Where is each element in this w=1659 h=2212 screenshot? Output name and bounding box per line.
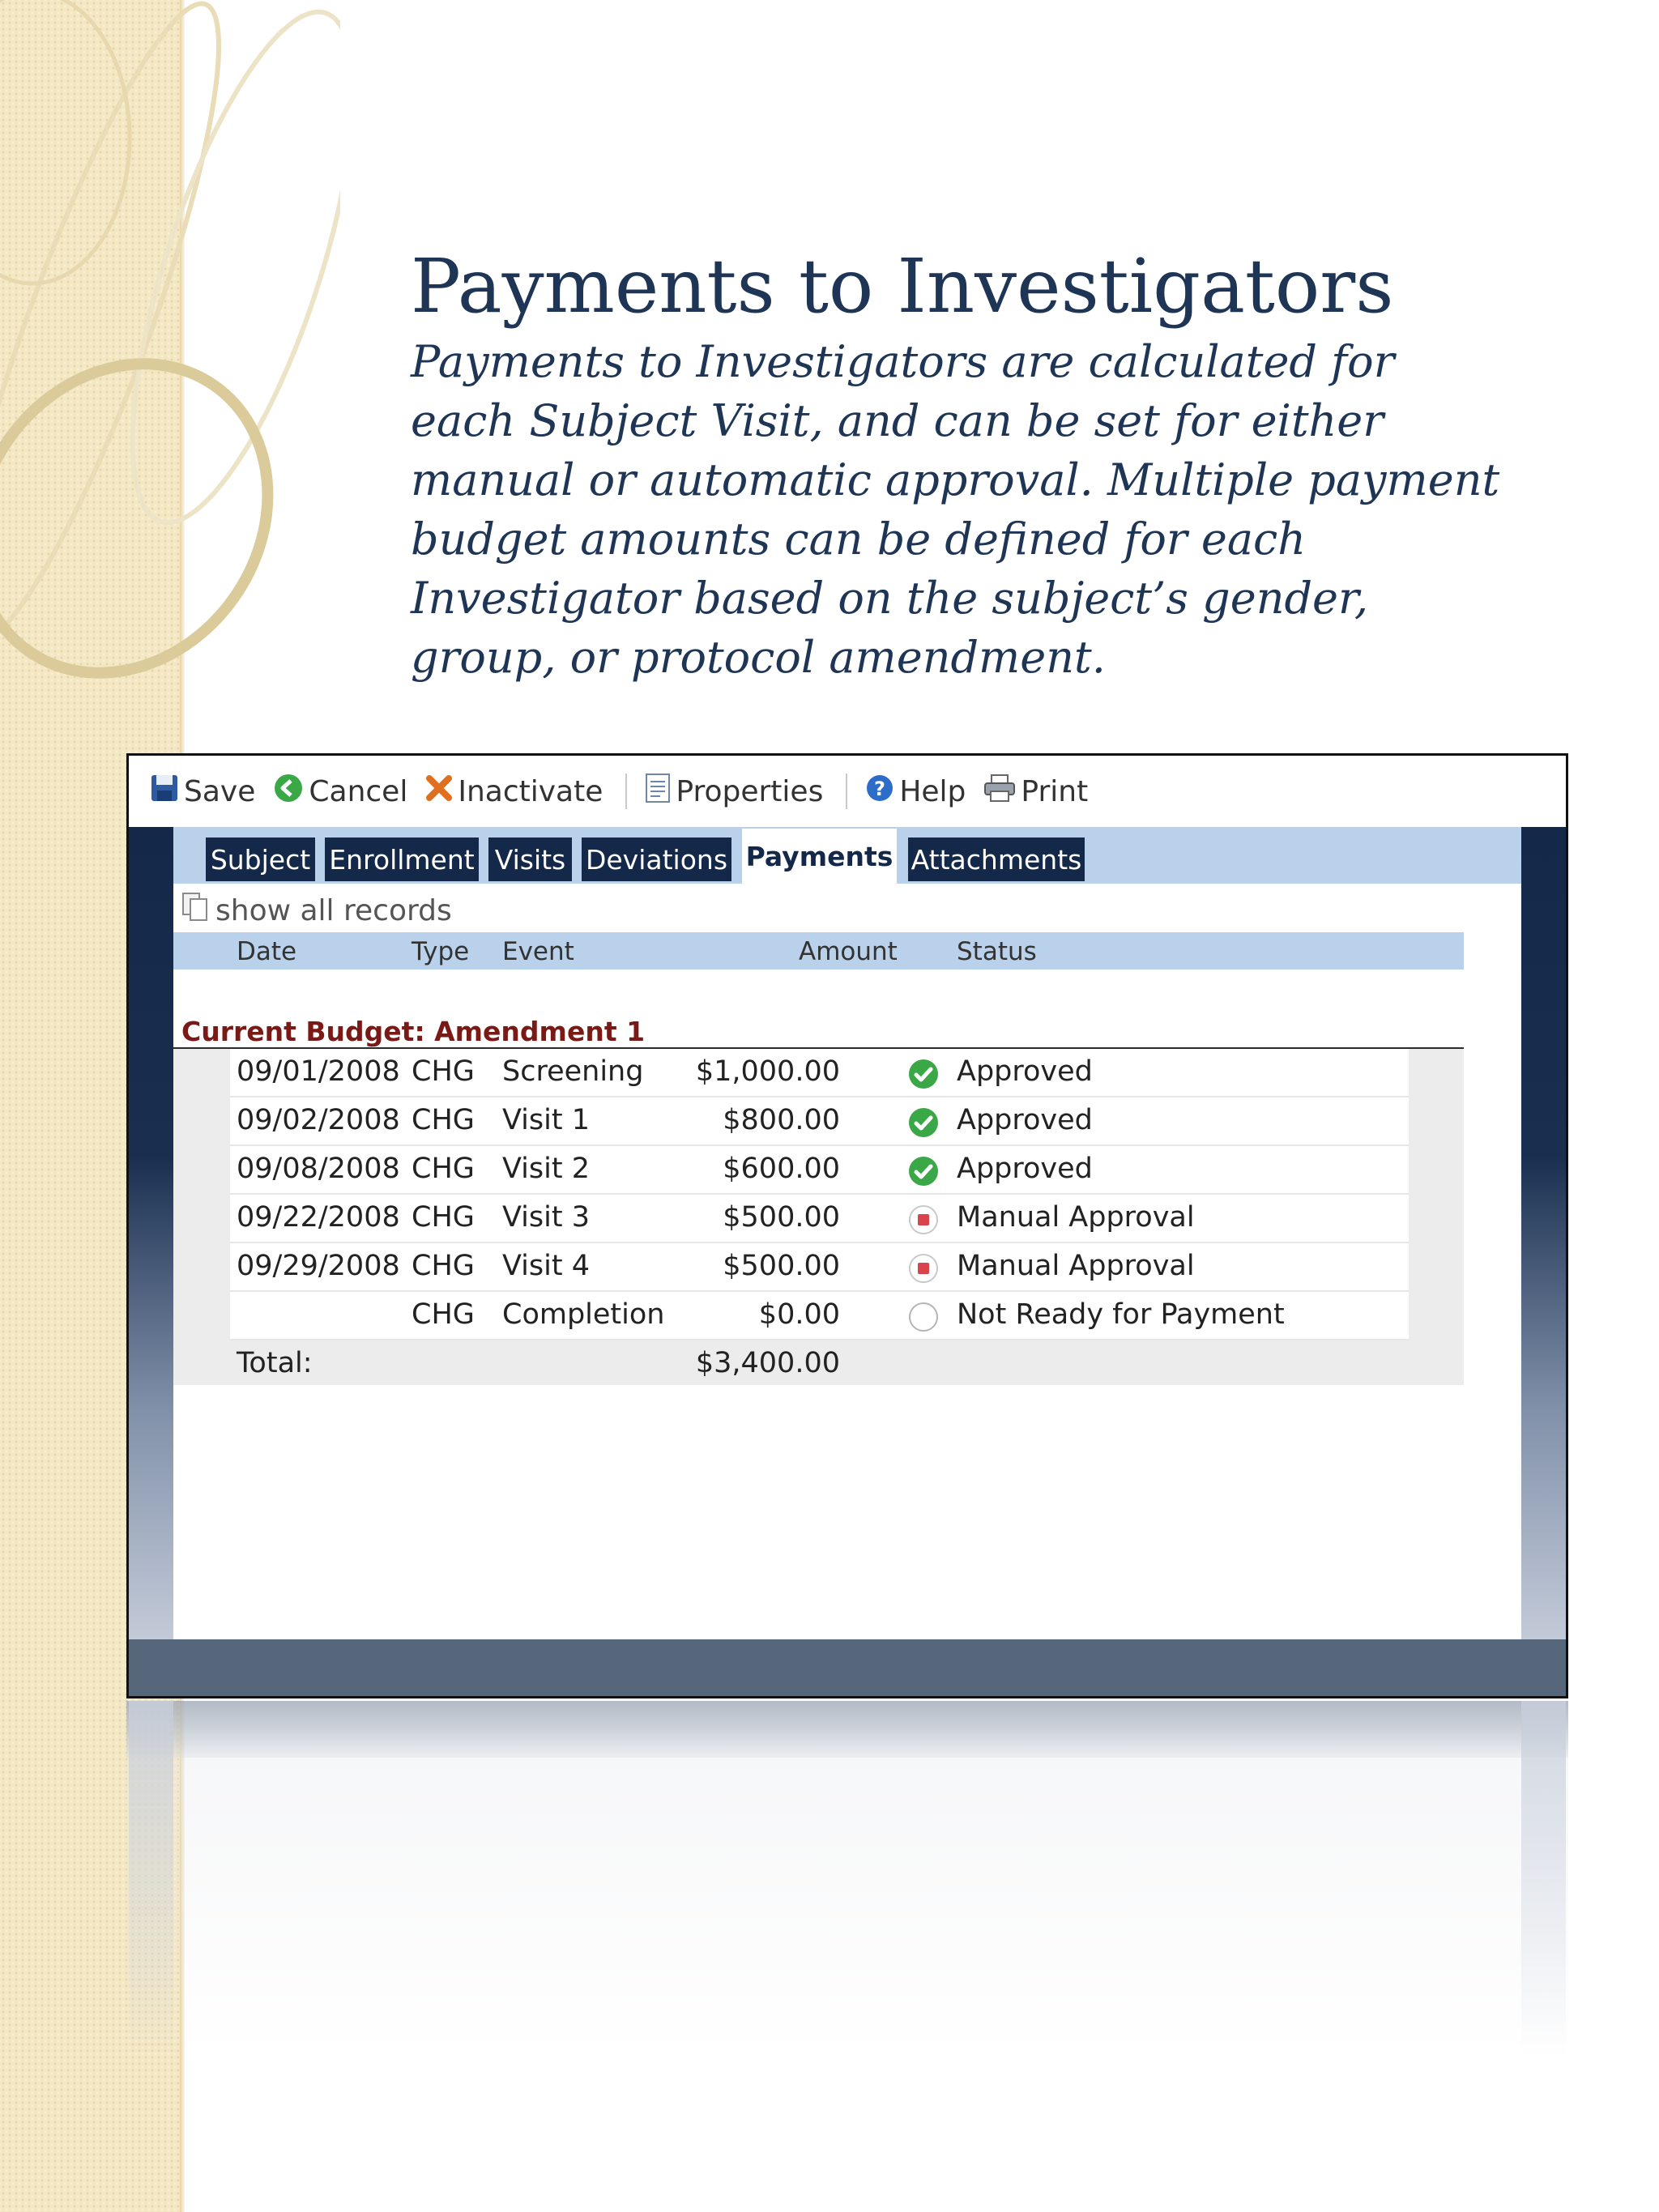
row-date: 09/02/2008 xyxy=(237,1104,400,1136)
row-amount: $500.00 xyxy=(723,1250,840,1282)
save-label: Save xyxy=(184,774,256,808)
row-date: 09/22/2008 xyxy=(237,1201,400,1234)
table-row xyxy=(173,1292,1464,1340)
row-amount: $800.00 xyxy=(723,1104,840,1136)
frame-left-gradient xyxy=(129,827,173,1653)
column-amount[interactable]: Amount xyxy=(799,937,898,966)
svg-text:?: ? xyxy=(874,777,886,800)
row-type: CHG xyxy=(412,1153,475,1185)
tab-label: Enrollment xyxy=(329,843,475,876)
tab-visits[interactable] xyxy=(488,837,572,881)
row-event: Visit 3 xyxy=(502,1201,590,1234)
toolbar-divider xyxy=(846,774,847,809)
row-type: CHG xyxy=(412,1055,475,1088)
row-date: 09/01/2008 xyxy=(237,1055,400,1088)
row-date: 09/29/2008 xyxy=(237,1250,400,1282)
show-all-records-link[interactable] xyxy=(181,892,452,930)
tab-label: Payments xyxy=(745,840,893,872)
properties-button[interactable] xyxy=(645,773,823,811)
inactivate-label: Inactivate xyxy=(458,774,603,808)
row-status: Manual Approval xyxy=(957,1201,1195,1234)
row-type: CHG xyxy=(412,1104,475,1136)
x-icon xyxy=(425,774,453,809)
tab-strip xyxy=(173,827,1521,884)
show-all-records-label: show all records xyxy=(215,894,452,927)
column-date[interactable]: Date xyxy=(237,937,297,966)
help-icon xyxy=(865,774,894,810)
cancel-label: Cancel xyxy=(309,774,408,808)
inactivate-button[interactable] xyxy=(425,774,603,809)
properties-label: Properties xyxy=(676,774,824,808)
cancel-back-icon xyxy=(273,773,304,811)
tab-label: Attachments xyxy=(911,843,1082,876)
table-row xyxy=(173,1097,1464,1146)
reflection-right xyxy=(1521,1701,1566,2057)
table-row xyxy=(173,1049,1464,1097)
column-event[interactable]: Event xyxy=(502,937,574,966)
stop-circle-icon xyxy=(907,1204,940,1243)
tab-label: Visits xyxy=(494,843,566,876)
tab-label: Subject xyxy=(210,843,311,876)
check-circle-icon xyxy=(907,1155,940,1195)
total-label: Total: xyxy=(237,1347,313,1379)
row-status: Manual Approval xyxy=(957,1250,1195,1282)
tab-attachments[interactable] xyxy=(908,837,1085,881)
print-label: Print xyxy=(1021,774,1089,808)
row-status: Approved xyxy=(957,1104,1093,1136)
check-circle-icon xyxy=(907,1106,940,1146)
row-event: Completion xyxy=(502,1298,665,1331)
payments-app-window xyxy=(126,753,1568,1698)
table-row xyxy=(173,1195,1464,1243)
slide-subtitle: Payments to Investigators are calculated for each Subject Visit, and can be set for either manual or automatic approval. Multiple payment budget amounts can be defined for each Investigator based on the subject’s gender, group, or protocol amendment. xyxy=(411,336,1500,683)
empty-circle-icon xyxy=(907,1301,940,1340)
row-type: CHG xyxy=(412,1201,475,1234)
action-column-gutter xyxy=(1409,1049,1464,1340)
document-icon xyxy=(645,773,671,811)
tab-deviations[interactable] xyxy=(582,837,731,881)
total-amount: $3,400.00 xyxy=(695,1347,840,1379)
row-event: Visit 4 xyxy=(502,1250,590,1282)
row-amount: $0.00 xyxy=(758,1298,840,1331)
print-button[interactable] xyxy=(983,774,1088,810)
column-header-row xyxy=(173,932,1464,970)
help-button[interactable] xyxy=(865,774,966,810)
help-label: Help xyxy=(899,774,966,808)
row-event: Visit 2 xyxy=(502,1153,590,1185)
payments-panel xyxy=(173,827,1521,1641)
cancel-button[interactable] xyxy=(273,773,407,811)
table-row xyxy=(173,1243,1464,1292)
tab-label: Deviations xyxy=(585,843,728,876)
table-row xyxy=(173,1146,1464,1195)
slide-title: Payments to Investigators xyxy=(411,243,1394,330)
toolbar xyxy=(129,756,1566,827)
row-amount: $500.00 xyxy=(723,1201,840,1234)
save-icon xyxy=(150,774,179,810)
row-date: 09/08/2008 xyxy=(237,1153,400,1185)
row-event: Screening xyxy=(502,1055,644,1088)
check-circle-icon xyxy=(907,1058,940,1097)
frame-right-gradient xyxy=(1521,827,1566,1653)
printer-icon xyxy=(983,774,1016,810)
column-status[interactable]: Status xyxy=(957,937,1037,966)
row-amount: $600.00 xyxy=(723,1153,840,1185)
tab-payments[interactable] xyxy=(740,827,898,884)
row-status: Approved xyxy=(957,1055,1093,1088)
copy-pages-icon xyxy=(181,892,209,930)
reflection-top xyxy=(126,1701,1568,1758)
budget-label: Current Budget: Amendment 1 xyxy=(181,1016,646,1047)
reflection-left xyxy=(129,1701,173,2057)
row-amount: $1,000.00 xyxy=(695,1055,840,1088)
row-status: Approved xyxy=(957,1153,1093,1185)
decorative-swirl xyxy=(0,0,340,729)
tab-subject[interactable] xyxy=(206,837,315,881)
stop-circle-icon xyxy=(907,1252,940,1292)
tab-enrollment[interactable] xyxy=(325,837,479,881)
row-event: Visit 1 xyxy=(502,1104,590,1136)
column-type[interactable]: Type xyxy=(412,937,470,966)
row-type: CHG xyxy=(412,1250,475,1282)
save-button[interactable] xyxy=(150,774,255,810)
edit-column-gutter xyxy=(173,1049,230,1340)
toolbar-divider xyxy=(625,774,627,809)
frame-bottom-bar xyxy=(129,1639,1566,1696)
total-row xyxy=(173,1340,1464,1385)
row-type: CHG xyxy=(412,1298,475,1331)
row-status: Not Ready for Payment xyxy=(957,1298,1285,1331)
screenshot-reflection xyxy=(126,1701,1568,2057)
